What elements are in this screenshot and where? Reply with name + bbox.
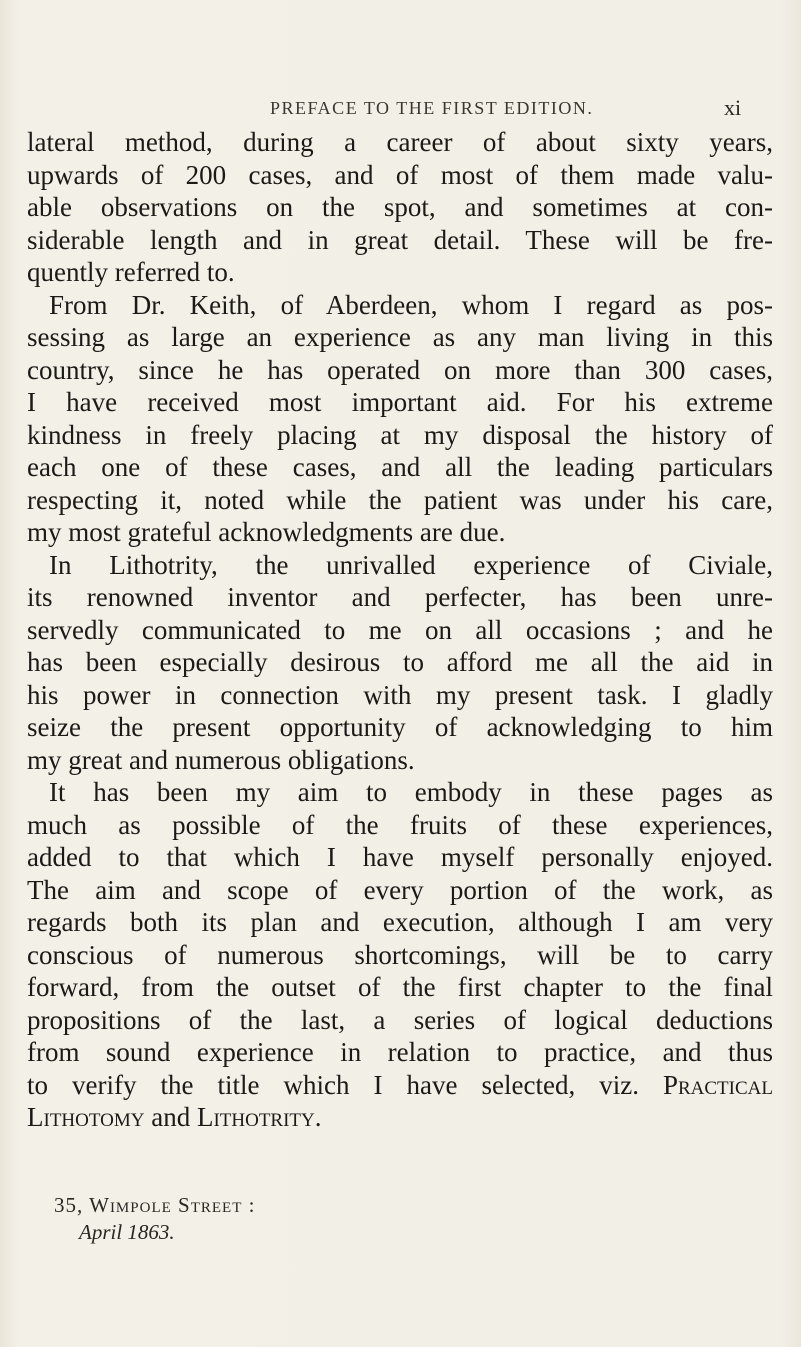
text-line: each one of these cases, and all the leading particulars (27, 452, 773, 482)
title-word-practical: Practical (662, 1069, 773, 1100)
text-line: The aim and scope of every portion of the work, as (27, 874, 773, 905)
text-line: sessing as large an experience as any man living in this (27, 322, 773, 352)
text-line: his power in connection with my present task. I gladly (27, 679, 773, 710)
title-word-lithotrity: Lithotrity. (196, 1102, 322, 1132)
text-line: upwards of 200 cases, and of most of them made valu- (27, 159, 773, 190)
signature-address: 35, Wimpole Street : (54, 1193, 256, 1217)
signature-date: April 1863. (79, 1220, 175, 1244)
text-line: lateral method, during a career of about sixty years, (27, 127, 773, 157)
text-line: It has been my aim to embody in these pages as (49, 777, 773, 807)
text-line: I have received most important aid. For his extreme (27, 387, 773, 417)
preface-text (27, 126, 773, 1134)
running-head: PREFACE TO THE FIRST EDITION. (270, 98, 594, 118)
text-line: From Dr. Keith, of Aberdeen, whom I regard as pos- (49, 289, 773, 320)
text-line: from sound experience in relation to practice, and thus (27, 1037, 773, 1067)
text-line: In Lithotrity, the unrivalled experience of Civiale, (49, 549, 773, 580)
text-line: siderable length and in great detail. These will be fre- (27, 224, 773, 255)
text-line: forward, from the outset of the first chapter to the final (27, 972, 773, 1002)
text-line: quently referred to. (27, 257, 235, 287)
text-line: respecting it, noted while the patient was under his care, (27, 484, 773, 515)
page-number: xi (724, 95, 742, 120)
text-line: kindness in freely placing at my disposal the history of (27, 419, 773, 450)
text-line: conscious of numerous shortcomings, will be to carry (27, 939, 773, 970)
title-word-and: and (151, 1102, 191, 1132)
text-line: has been especially desirous to afford me all the aid in (27, 647, 773, 677)
text-line: servedly communicated to me on all occasions ; and he (27, 614, 773, 645)
text-line: country, since he has operated on more than 300 cases, (27, 354, 773, 385)
title-word-lithotomy: Lithotomy (27, 1102, 145, 1132)
text-line: much as possible of the fruits of these experiences, (27, 809, 773, 840)
text-line: propositions of the last, a series of logical deductions (27, 1004, 773, 1035)
text-line: able observations on the spot, and sometimes at con- (27, 192, 773, 222)
text-line: regards both its plan and execution, although I am very (27, 907, 773, 937)
text-line (27, 1101, 773, 1134)
text-line: added to that which I have myself personally enjoyed. (27, 842, 773, 872)
text-line: seize the present opportunity of acknowledging to him (27, 712, 773, 742)
text-line: my most grateful acknowledgments are due. (27, 517, 506, 547)
text-line (27, 1069, 773, 1102)
signature-block (54, 1192, 255, 1246)
text-line: its renowned inventor and perfecter, has been unre- (27, 582, 773, 612)
text-line-part: to verify the title which I have selected, viz. (27, 1069, 639, 1100)
text-line: my great and numerous obligations. (27, 744, 415, 775)
